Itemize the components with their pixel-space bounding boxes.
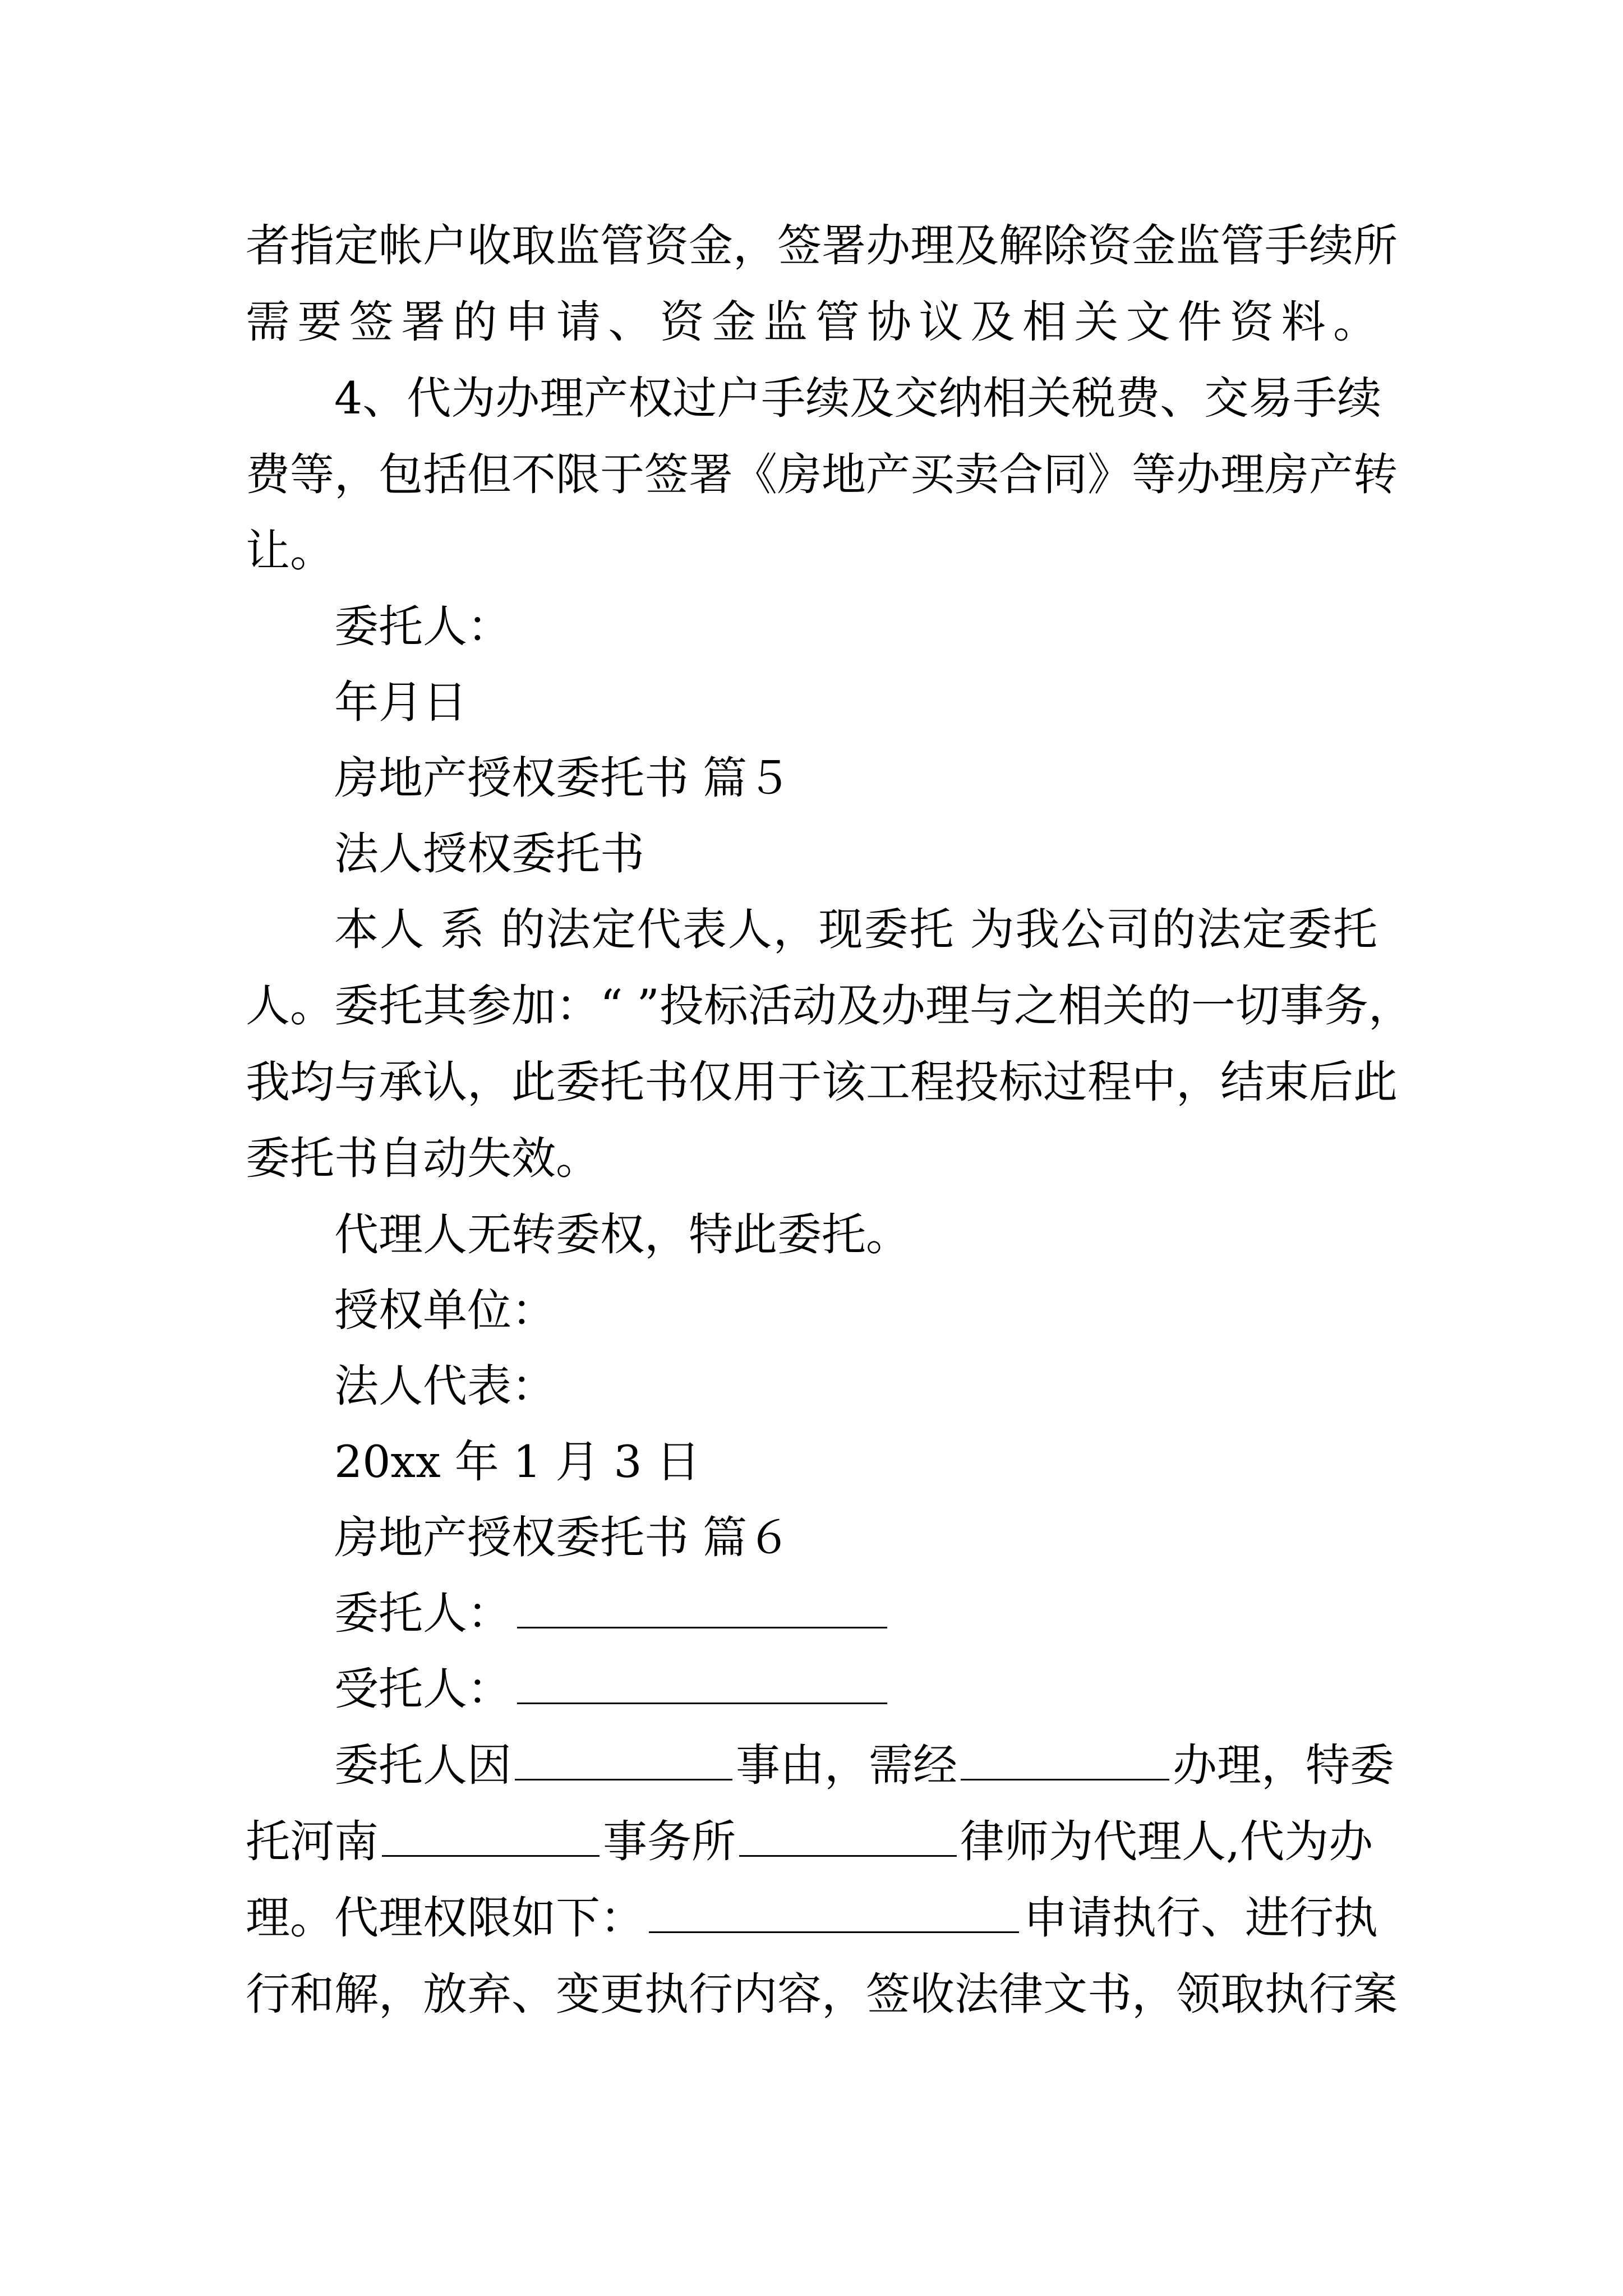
paragraph-line: 让。 xyxy=(246,525,334,577)
paragraph-line: 需要签署的申请、资金监管协议及相关文件资料。 xyxy=(246,296,1377,348)
client-field-label: 委托人： xyxy=(334,1588,511,1639)
reason-blank xyxy=(515,1738,732,1780)
law-firm-blank xyxy=(382,1815,600,1857)
agent-field-label: 受托人： xyxy=(334,1663,511,1715)
paragraph-line: 费等，包括但不限于签署《房地产买卖合同》等办理房产转 xyxy=(246,449,1398,500)
section-subtitle: 法人授权委托书 xyxy=(334,828,644,880)
date-line: 20xx 年 1 月 3 日 xyxy=(334,1436,700,1488)
text-segment: 律师为代理人,代为办 xyxy=(960,1816,1373,1867)
paragraph-line: 者指定帐户收取监管资金，签署办理及解除资金监管手续所 xyxy=(246,220,1398,272)
legal-representative-label: 法人代表： xyxy=(334,1360,556,1412)
client-field-blank xyxy=(517,1586,887,1628)
text-segment: 申请执行、进行执 xyxy=(1023,1892,1378,1944)
authority-blank xyxy=(649,1891,1019,1933)
section-title: 房地产授权委托书 篇６ xyxy=(334,1512,792,1563)
agent-field-row xyxy=(334,1655,887,1723)
lawyer-blank xyxy=(739,1815,957,1857)
text-segment: 委托人因 xyxy=(334,1740,511,1791)
client-field-row xyxy=(334,1580,887,1647)
date-label: 年月日 xyxy=(334,677,467,728)
text-segment: 理。代理权限如下： xyxy=(246,1892,644,1944)
client-label: 委托人： xyxy=(334,601,511,652)
paragraph-line: 人。委托其参加：“ ”投标活动及办理与之相关的一切事务， xyxy=(246,980,1413,1032)
paragraph-line xyxy=(246,1884,1378,1952)
paragraph-line xyxy=(334,1732,1394,1799)
text-segment: 托河南 xyxy=(246,1816,379,1867)
agent-field-blank xyxy=(517,1662,887,1704)
paragraph-line: 行和解，放弃、变更执行内容，签收法律文书，领取执行案 xyxy=(246,1968,1398,2020)
text-segment: 办理，特委 xyxy=(1173,1740,1394,1791)
section-title: 房地产授权委托书 篇５ xyxy=(334,752,792,804)
authorizing-unit-label: 授权单位： xyxy=(334,1285,556,1336)
paragraph-line: 本人 系 的法定代表人，现委托 为我公司的法定委托 xyxy=(334,904,1377,955)
handler-blank xyxy=(961,1738,1169,1780)
paragraph-line: 委托书自动失效。 xyxy=(246,1133,600,1184)
paragraph-line: 4、代为办理产权过户手续及交纳相关税费、交易手续 xyxy=(334,372,1382,424)
text-segment: 事务所 xyxy=(603,1816,736,1867)
paragraph-line xyxy=(246,1808,1373,1875)
paragraph-line: 代理人无转委权，特此委托。 xyxy=(334,1209,910,1260)
paragraph-line: 我均与承认，此委托书仅用于该工程投标过程中，结束后此 xyxy=(246,1056,1398,1108)
text-segment: 事由，需经 xyxy=(736,1740,957,1791)
